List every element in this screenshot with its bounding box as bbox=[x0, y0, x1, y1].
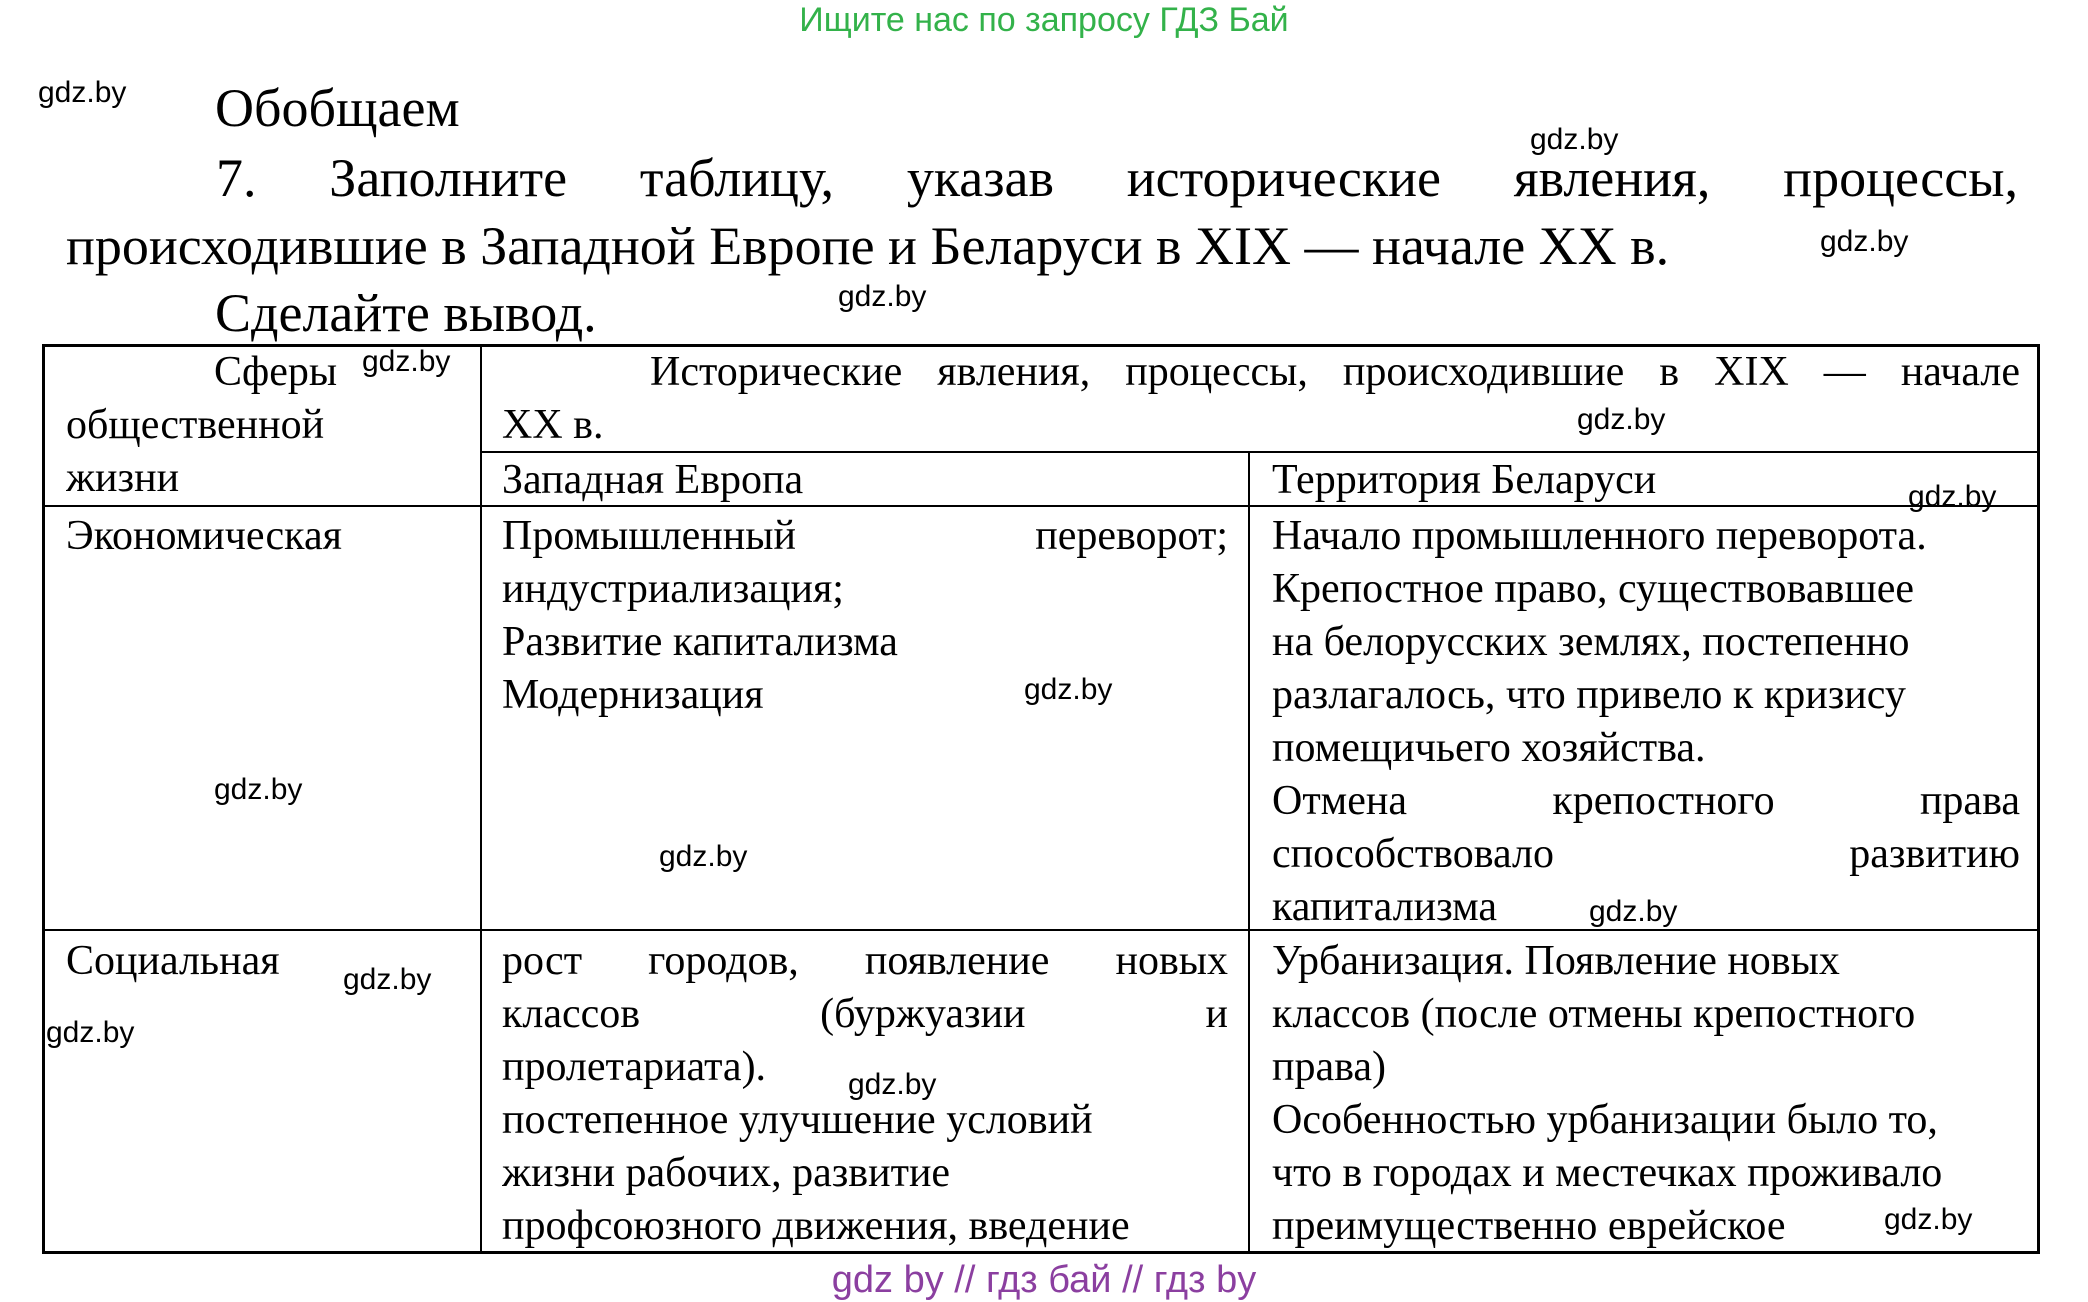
list-item: на белорусских землях, постепенно bbox=[1272, 619, 1910, 665]
task-text bbox=[66, 144, 2018, 280]
section-heading: Обобщаем bbox=[215, 78, 460, 138]
list-item: Модернизация bbox=[502, 672, 764, 718]
row-social-sphere: Социальная bbox=[66, 938, 280, 984]
watermark: gdz.by bbox=[362, 345, 451, 378]
header-belarus: Территория Беларуси bbox=[1272, 457, 1657, 503]
list-item: разлагалось, что привело к кризису bbox=[1272, 672, 1906, 718]
watermark: gdz.by bbox=[214, 773, 303, 806]
list-item: рост городов, появление новых bbox=[502, 938, 1228, 984]
list-item: Начало промышленного переворота. bbox=[1272, 513, 1927, 559]
header-sphere-line-3: жизни bbox=[66, 455, 180, 501]
header-main-line-1: Исторические явления, процессы, происходившие в XIX — начале bbox=[650, 349, 2020, 395]
list-item: профсоюзного движения, введение bbox=[502, 1203, 1130, 1249]
watermark: gdz.by bbox=[659, 840, 748, 873]
list-item: Особенностью урбанизации было то, bbox=[1272, 1097, 1938, 1143]
list-item: что в городах и местечках проживало bbox=[1272, 1150, 1943, 1196]
header-sphere-line-2: общественной bbox=[66, 402, 325, 448]
header-main-line-2: XX в. bbox=[502, 402, 604, 448]
list-item: классов (после отмены крепостного bbox=[1272, 991, 1916, 1037]
watermark: gdz.by bbox=[38, 76, 127, 109]
list-item: постепенное улучшение условий bbox=[502, 1097, 1093, 1143]
header-sphere-line-1: Сферы bbox=[214, 349, 338, 395]
watermark: gdz.by bbox=[1884, 1203, 1973, 1236]
list-item: Отмена крепостного права bbox=[1272, 778, 2020, 824]
header-west-europe: Западная Европа bbox=[502, 457, 804, 503]
watermark: gdz.by bbox=[1530, 123, 1619, 156]
watermark: gdz.by bbox=[1589, 895, 1678, 928]
watermark: gdz.by bbox=[1820, 225, 1909, 258]
watermark: gdz.by bbox=[343, 963, 432, 996]
table-border-left bbox=[42, 344, 45, 1254]
table-border-bottom bbox=[42, 1251, 2040, 1254]
watermark: gdz.by bbox=[838, 280, 927, 313]
table-border-right bbox=[2037, 344, 2040, 1254]
watermark: gdz.by bbox=[1577, 403, 1666, 436]
list-item: индустриализация; bbox=[502, 566, 844, 612]
list-item: права) bbox=[1272, 1044, 1387, 1090]
list-item: жизни рабочих, развитие bbox=[502, 1150, 951, 1196]
table-divider-sphere bbox=[480, 344, 482, 1254]
list-item: Промышленный переворот; bbox=[502, 513, 1228, 559]
list-item: классов (буржуазии и bbox=[502, 991, 1228, 1037]
watermark: gdz.by bbox=[46, 1016, 135, 1049]
table-divider-regions bbox=[1248, 451, 1250, 1254]
list-item: помещичьего хозяйства. bbox=[1272, 725, 1706, 771]
list-item: способствовало развитию bbox=[1272, 831, 2020, 877]
list-item: преимущественно еврейское bbox=[1272, 1203, 1786, 1249]
list-item: капитализма bbox=[1272, 884, 1498, 930]
watermark: gdz.by bbox=[848, 1068, 937, 1101]
watermark: gdz.by bbox=[1024, 673, 1113, 706]
row-economic-sphere: Экономическая bbox=[66, 513, 342, 559]
header-main-cell bbox=[502, 346, 2020, 452]
top-banner: Ищите нас по запросу ГДЗ Бай bbox=[799, 1, 1289, 39]
list-item: пролетариата). bbox=[502, 1044, 767, 1090]
conclusion-prompt: Сделайте вывод. bbox=[215, 283, 597, 343]
row-economic-west bbox=[502, 510, 1228, 722]
list-item: Развитие капитализма bbox=[502, 619, 898, 665]
row-social-belarus bbox=[1272, 935, 2032, 1249]
watermark: gdz.by bbox=[1908, 480, 1997, 513]
list-item: Крепостное право, существовавшее bbox=[1272, 566, 1914, 612]
task-line-2: происходившие в Западной Европе и Беларуси в XIX — начале XX в. bbox=[66, 216, 1670, 276]
footer-watermark: gdz by // гдз бай // гдз by bbox=[831, 1259, 1257, 1301]
list-item: Урбанизация. Появление новых bbox=[1272, 938, 1840, 984]
task-line-1: 7. Заполните таблицу, указав исторические явления, процессы, bbox=[216, 148, 2018, 208]
row-economic-belarus bbox=[1272, 510, 2020, 934]
